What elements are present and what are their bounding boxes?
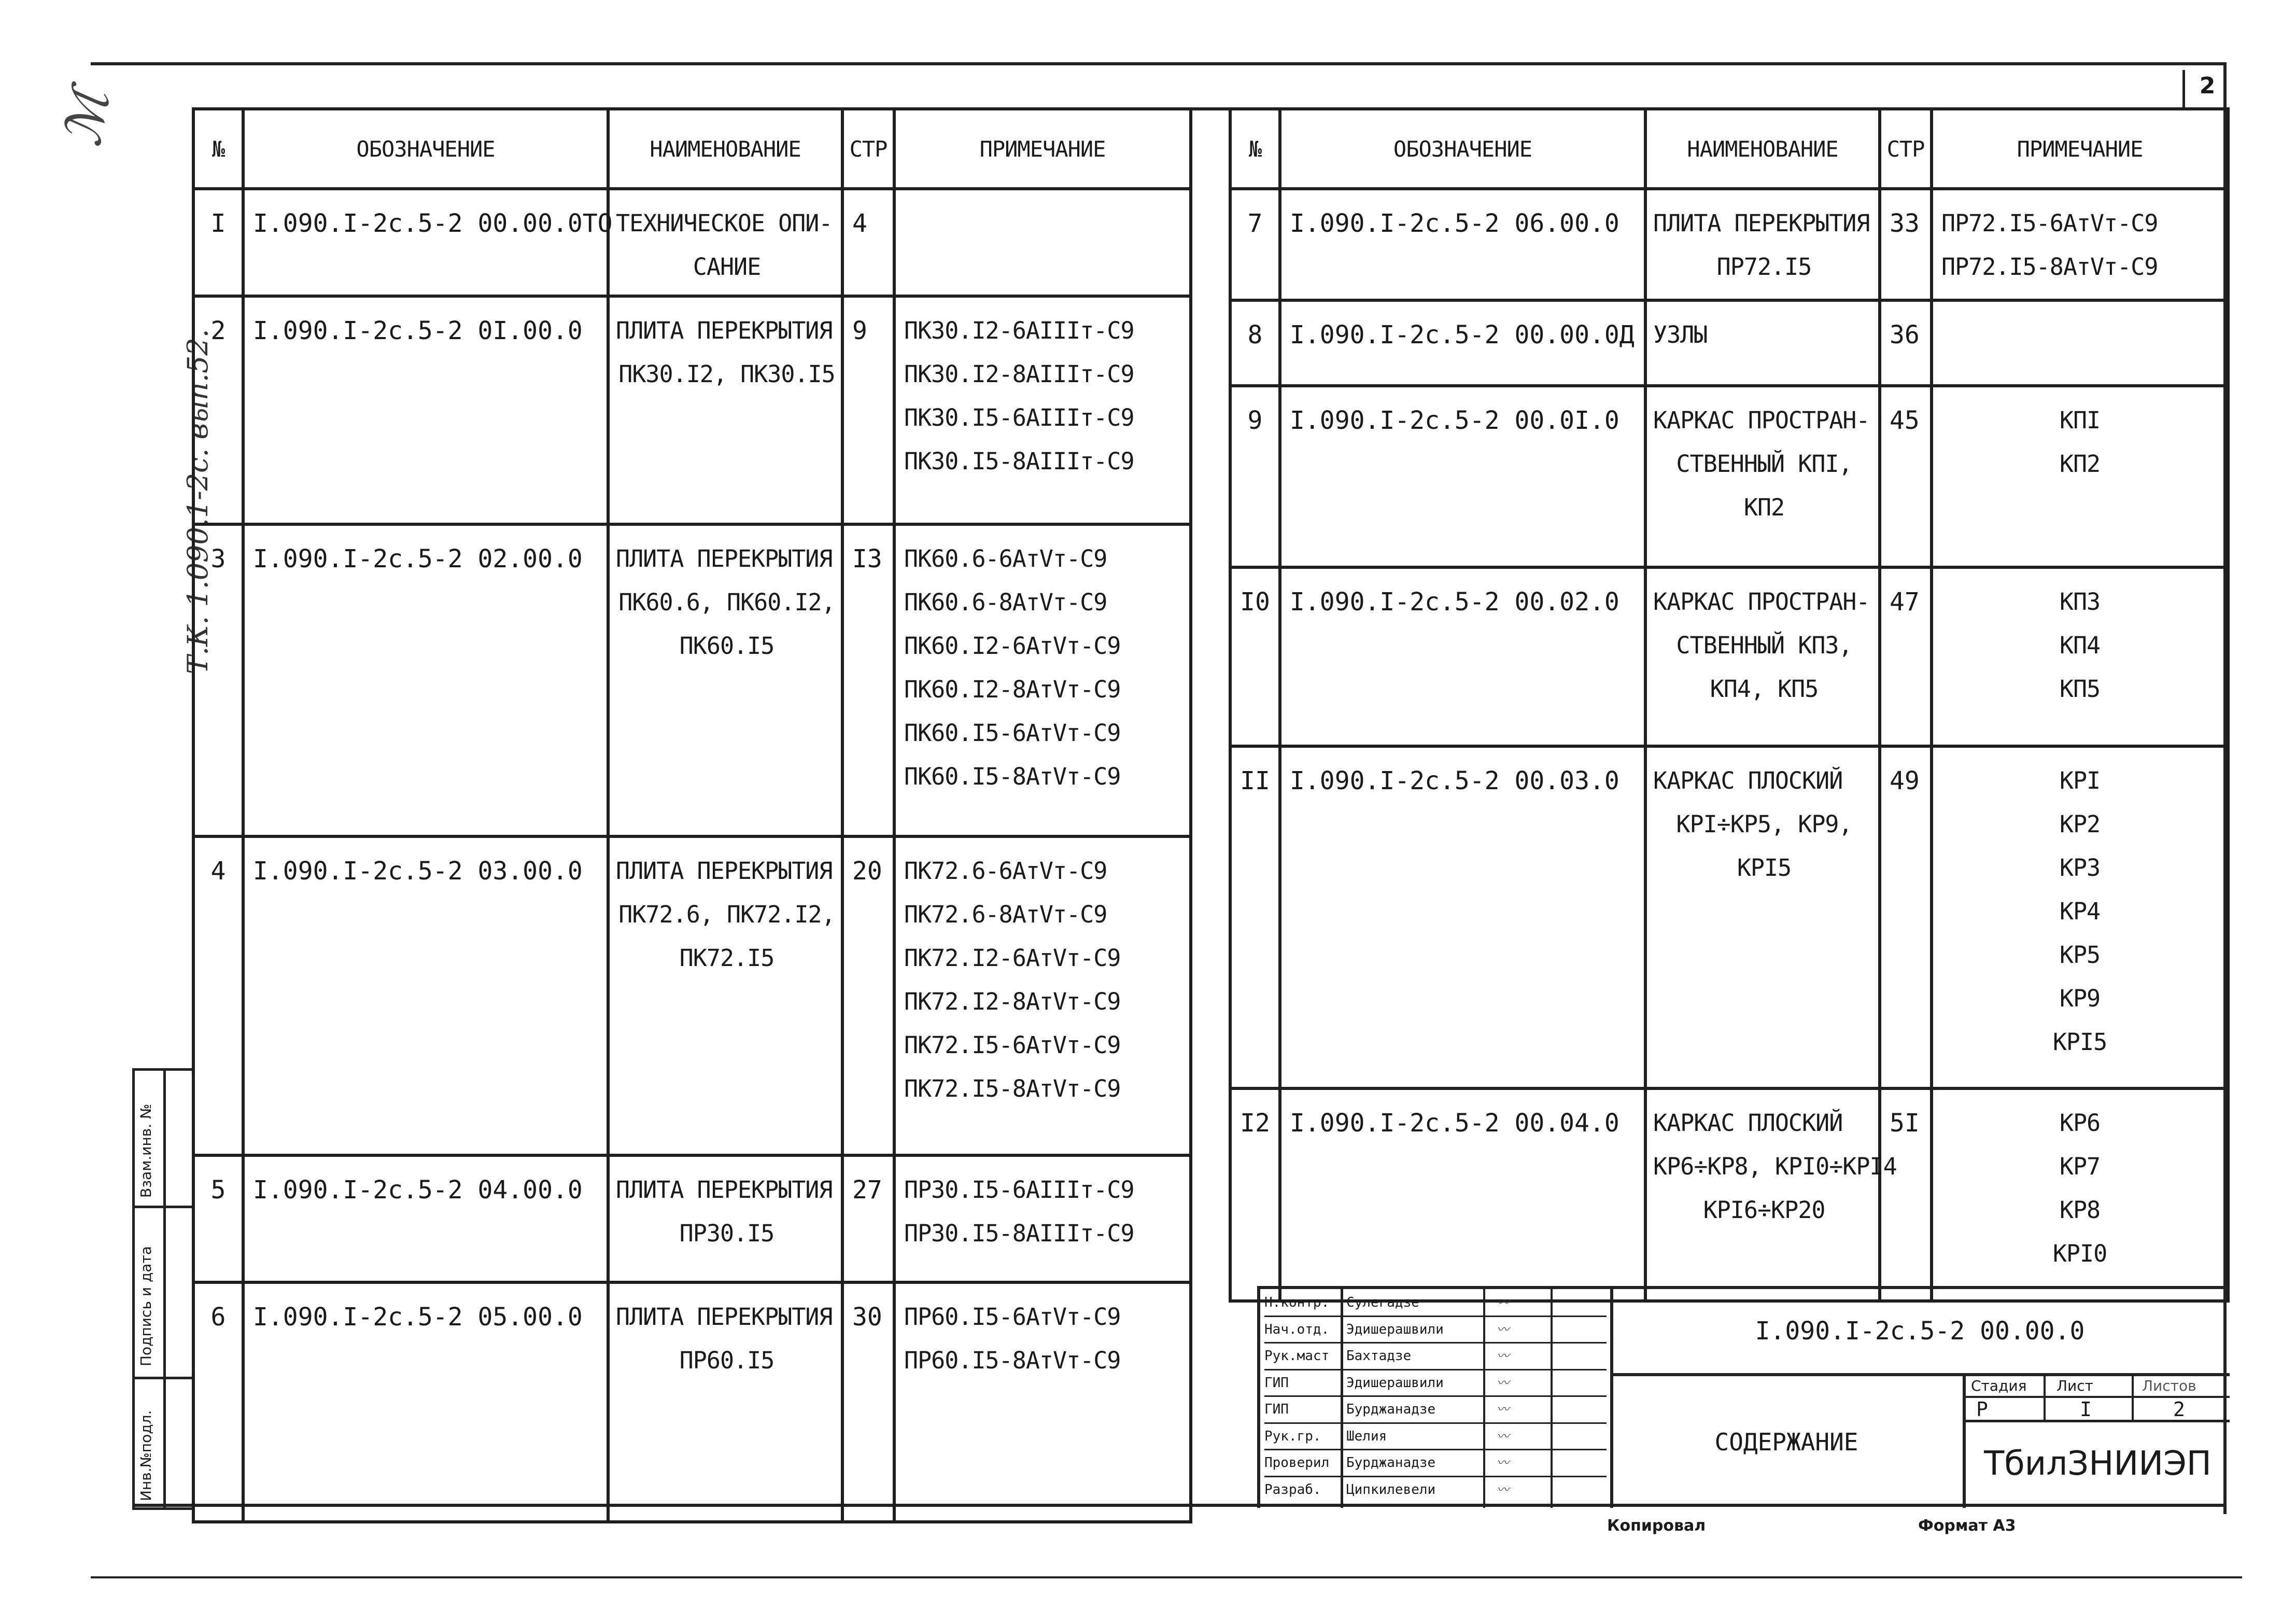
row-name bbox=[1647, 387, 1878, 529]
row-page: 36 bbox=[1890, 320, 1920, 349]
row-name-line: ПК60.I5 bbox=[679, 632, 774, 660]
row-designation: I.090.I-2с.5-2 05.00.0 bbox=[253, 1303, 583, 1332]
row-note-line: ПК72.I2-6АтVт-С9 bbox=[904, 944, 1121, 972]
table-row bbox=[193, 1155, 1191, 1282]
row-name-line: ПК72.6, ПК72.I2, bbox=[618, 901, 835, 928]
row-note-line: КРI0 bbox=[2052, 1240, 2107, 1267]
row-number: I bbox=[210, 209, 226, 238]
row-notes bbox=[1933, 748, 2227, 1064]
row-name-line: УЗЛЫ bbox=[1653, 321, 1708, 348]
row-page: 45 bbox=[1890, 406, 1920, 435]
handwritten-signature: 〰 bbox=[1497, 1456, 1509, 1470]
row-designation: I.090.I-2с.5-2 02.00.0 bbox=[253, 544, 583, 573]
sheets-label: Листов bbox=[2142, 1377, 2196, 1394]
row-note-line: ПК72.6-6АтVт-С9 bbox=[904, 857, 1107, 885]
row-note-line: ПК60.I5-8АтVт-С9 bbox=[904, 763, 1121, 790]
row-name bbox=[610, 1284, 841, 1382]
row-name-line: ПК72.I5 bbox=[679, 944, 774, 972]
row-notes bbox=[1933, 302, 2227, 313]
header-num: № bbox=[193, 109, 243, 189]
role-label: Рук.гр. bbox=[1264, 1428, 1321, 1444]
row-notes bbox=[896, 190, 1189, 202]
row-name-line: ПР72.I5 bbox=[1716, 253, 1812, 281]
row-notes bbox=[896, 298, 1189, 483]
table-row bbox=[1230, 746, 2228, 1088]
row-page: 30 bbox=[852, 1303, 882, 1332]
row-name-line: ПЛИТА ПЕРЕКРЫТИЯ bbox=[616, 857, 833, 885]
row-note-line: ПК60.6-6АтVт-С9 bbox=[904, 545, 1107, 572]
row-number: 4 bbox=[210, 857, 226, 886]
header-designation-right: ОБОЗНАЧЕНИЕ bbox=[1280, 109, 1645, 189]
row-note-line: КР2 bbox=[2059, 810, 2101, 838]
role-label: Рук.маст bbox=[1264, 1348, 1330, 1364]
footer-copied: Копировал bbox=[1607, 1517, 1706, 1535]
row-designation: I.090.I-2с.5-2 00.03.0 bbox=[1290, 766, 1619, 795]
row-name-line: ПЛИТА ПЕРЕКРЫТИЯ bbox=[616, 1303, 833, 1331]
handwritten-signature: 〰 bbox=[1497, 1322, 1509, 1337]
row-page: 27 bbox=[852, 1176, 882, 1205]
row-name-line: КРI÷КР5, КР9, bbox=[1676, 810, 1852, 838]
row-page: 5I bbox=[1890, 1109, 1920, 1138]
header-note: ПРИМЕЧАНИЕ bbox=[894, 109, 1191, 189]
row-number: 2 bbox=[210, 316, 226, 345]
frame-bottom-outer bbox=[91, 1576, 2242, 1578]
handwritten-signature: 〰 bbox=[1497, 1375, 1509, 1390]
row-number: 7 bbox=[1247, 209, 1263, 238]
table-row bbox=[1230, 386, 2228, 567]
row-note-line: КП5 bbox=[2059, 675, 2101, 703]
title-block bbox=[1257, 1286, 2230, 1508]
row-note-line: КР8 bbox=[2059, 1196, 2101, 1224]
row-note-line: ПК60.6-8АтVт-С9 bbox=[904, 589, 1107, 616]
role-person: Бурджанадзе bbox=[1346, 1402, 1436, 1417]
row-name bbox=[1647, 1090, 1897, 1232]
role-person: Бурджанадзе bbox=[1346, 1455, 1436, 1471]
row-page: 4 bbox=[852, 209, 867, 238]
stage-label: Стадия bbox=[1971, 1377, 2027, 1394]
table-row bbox=[1230, 567, 2228, 746]
row-designation: I.090.I-2с.5-2 04.00.0 bbox=[253, 1176, 583, 1205]
frame-top bbox=[91, 62, 2227, 65]
row-number: 5 bbox=[210, 1176, 226, 1205]
row-note-line: КП3 bbox=[2059, 588, 2101, 615]
role-person: Ципкилевели bbox=[1346, 1481, 1436, 1498]
signature-mark: ℳ bbox=[52, 85, 121, 151]
row-designation: I.090.I-2с.5-2 00.04.0 bbox=[1290, 1109, 1619, 1138]
row-notes bbox=[1933, 387, 2227, 486]
handwritten-signature: 〰 bbox=[1497, 1349, 1509, 1363]
table-row bbox=[193, 836, 1191, 1155]
role-person: Бахтадзе bbox=[1346, 1348, 1412, 1364]
row-designation: I.090.I-2с.5-2 06.00.0 bbox=[1290, 209, 1619, 238]
role-label: ГИП bbox=[1264, 1375, 1289, 1391]
row-notes bbox=[896, 1157, 1189, 1255]
row-number: I0 bbox=[1240, 587, 1270, 617]
row-name-line: ПР30.I5 bbox=[679, 1220, 774, 1247]
row-name bbox=[610, 298, 841, 396]
row-note-line: КР5 bbox=[2059, 941, 2101, 969]
row-note-line: КРI5 bbox=[2052, 1028, 2107, 1056]
row-name bbox=[1647, 190, 1878, 289]
sheet-label: Лист bbox=[2056, 1377, 2093, 1394]
stage-table bbox=[1966, 1376, 2230, 1422]
document-title: СОДЕРЖАНИЕ bbox=[1610, 1376, 1966, 1508]
row-name-line: САНИЕ bbox=[693, 253, 761, 281]
title-block-role-row bbox=[1264, 1424, 1607, 1451]
row-note-line: ПК30.I2-8АIIIт-С9 bbox=[904, 360, 1134, 388]
header-designation: ОБОЗНАЧЕНИЕ bbox=[243, 109, 608, 189]
row-note-line: ПК72.I2-8АтVт-С9 bbox=[904, 988, 1121, 1015]
row-note-line: ПК30.I2-6АIIIт-С9 bbox=[904, 317, 1134, 344]
row-name-line: СТВЕННЫЙ КП3, bbox=[1676, 632, 1852, 659]
header-note-right: ПРИМЕЧАНИЕ bbox=[1932, 109, 2228, 189]
title-block-role-row bbox=[1264, 1344, 1607, 1370]
role-person: Эдишерашвили bbox=[1346, 1321, 1444, 1337]
header-page: СТР bbox=[842, 109, 894, 189]
row-name-line: ПЛИТА ПЕРЕКРЫТИЯ bbox=[616, 545, 833, 572]
side-stamp-table bbox=[132, 1068, 194, 1510]
row-designation: I.090.I-2с.5-2 00.02.0 bbox=[1290, 587, 1619, 617]
row-number: 9 bbox=[1247, 406, 1263, 435]
row-name-line: КП2 bbox=[1743, 494, 1785, 521]
title-block-role-row bbox=[1264, 1317, 1607, 1344]
sheet-value: I bbox=[2080, 1398, 2092, 1421]
header-name-right: НАИМЕНОВАНИЕ bbox=[1645, 109, 1880, 189]
row-note-line: КРI bbox=[2059, 767, 2101, 794]
row-designation: I.090.I-2с.5-2 00.0I.0 bbox=[1290, 406, 1619, 435]
row-name-line: ПК30.I2, ПК30.I5 bbox=[618, 360, 835, 388]
row-name-line: КР6÷КР8, КРI0÷КРI4 bbox=[1653, 1153, 1897, 1180]
table-row bbox=[193, 1282, 1191, 1522]
row-note-line: КР6 bbox=[2059, 1109, 2101, 1137]
doc-code: I.090.I-2с.5-2 00.00.0 bbox=[1610, 1289, 2230, 1376]
side-col-inv: Инв.№подл. bbox=[137, 1410, 154, 1501]
row-number: 8 bbox=[1247, 320, 1263, 349]
title-block-role-row bbox=[1264, 1370, 1607, 1397]
row-note-line: КПI bbox=[2059, 407, 2101, 434]
header-num-right: № bbox=[1230, 109, 1280, 189]
row-name-line: КАРКАС ПЛОСКИЙ bbox=[1653, 767, 1843, 794]
sheets-value: 2 bbox=[2173, 1398, 2185, 1421]
row-note-line: ПР72.I5-6АтVт-С9 bbox=[1941, 209, 2158, 237]
title-block-roles bbox=[1260, 1289, 1613, 1508]
row-name-line: ПЛИТА ПЕРЕКРЫТИЯ bbox=[616, 1176, 833, 1204]
row-page: 20 bbox=[852, 857, 882, 886]
row-name-line: СТВЕННЫЙ КПI, bbox=[1676, 450, 1852, 478]
row-name bbox=[1647, 748, 1878, 890]
row-note-line: КР7 bbox=[2059, 1153, 2101, 1180]
title-block-role-row bbox=[1264, 1450, 1607, 1477]
row-note-line: ПР30.I5-6АIIIт-С9 bbox=[904, 1176, 1134, 1204]
row-number: 3 bbox=[210, 544, 226, 573]
row-name-line: ПЛИТА ПЕРЕКРЫТИЯ bbox=[616, 317, 833, 344]
row-name bbox=[1647, 569, 1878, 711]
row-notes bbox=[896, 838, 1189, 1111]
row-note-line: ПК72.I5-6АтVт-С9 bbox=[904, 1031, 1121, 1059]
header-page-right: СТР bbox=[1880, 109, 1932, 189]
row-note-line: ПР30.I5-8АIIIт-С9 bbox=[904, 1220, 1134, 1247]
contents-table-left bbox=[192, 107, 1192, 1523]
row-name-line: КП4, КП5 bbox=[1710, 675, 1819, 703]
row-note-line: ПР72.I5-8АтVт-С9 bbox=[1941, 253, 2158, 281]
organization: ТбилЗНИИЭП bbox=[1984, 1445, 2212, 1483]
row-page: 47 bbox=[1890, 587, 1920, 617]
table-row bbox=[193, 524, 1191, 836]
row-note-line: КП2 bbox=[2059, 450, 2101, 478]
header-name: НАИМЕНОВАНИЕ bbox=[608, 109, 842, 189]
row-page: 33 bbox=[1890, 209, 1920, 238]
row-name-line: ТЕХНИЧЕСКОЕ ОПИ- bbox=[616, 209, 833, 237]
row-name bbox=[1647, 302, 1878, 357]
title-block-role-row bbox=[1264, 1477, 1607, 1503]
role-label: Разраб. bbox=[1264, 1481, 1321, 1498]
handwritten-signature: 〰 bbox=[1497, 1482, 1509, 1497]
row-name-line: ПК60.6, ПК60.I2, bbox=[618, 589, 835, 616]
row-name bbox=[610, 526, 841, 668]
handwritten-signature: 〰 bbox=[1497, 1295, 1509, 1310]
role-person: Сулегадзе bbox=[1346, 1295, 1419, 1310]
title-block-role-row bbox=[1264, 1290, 1607, 1317]
row-note-line: ПР60.I5-8АтVт-С9 bbox=[904, 1347, 1121, 1374]
role-label: Проверил bbox=[1264, 1455, 1330, 1471]
role-label: ГИП bbox=[1264, 1402, 1289, 1417]
row-name-line: КАРКАС ПРОСТРАН- bbox=[1653, 407, 1870, 434]
table-row bbox=[193, 296, 1191, 524]
row-note-line: КР9 bbox=[2059, 985, 2101, 1012]
handwritten-signature: 〰 bbox=[1497, 1429, 1509, 1444]
page-number: 2 bbox=[2199, 73, 2216, 99]
row-note-line: ПК72.I5-8АтVт-С9 bbox=[904, 1075, 1121, 1102]
row-number: 6 bbox=[210, 1303, 226, 1332]
row-number: I2 bbox=[1240, 1109, 1270, 1138]
side-col-replace: Взам.инв. № bbox=[137, 1103, 154, 1198]
footer-format: Формат А3 bbox=[1918, 1517, 2016, 1535]
table-row bbox=[1230, 300, 2228, 386]
row-page: 49 bbox=[1890, 766, 1920, 795]
table-row bbox=[193, 189, 1191, 296]
row-page: I3 bbox=[852, 544, 882, 573]
table-row bbox=[1230, 189, 2228, 300]
row-notes bbox=[896, 1284, 1189, 1382]
row-page: 9 bbox=[852, 316, 867, 345]
row-notes bbox=[896, 526, 1189, 799]
row-designation: I.090.I-2с.5-2 0I.00.0 bbox=[253, 316, 583, 345]
row-note-line: ПК60.I5-6АтVт-С9 bbox=[904, 719, 1121, 747]
row-name-line: КАРКАС ПРОСТРАН- bbox=[1653, 588, 1870, 615]
table-row bbox=[1230, 1088, 2228, 1301]
role-label: Нач.отд. bbox=[1264, 1321, 1330, 1337]
handwritten-signature: 〰 bbox=[1497, 1402, 1509, 1417]
row-name-line: КРI5 bbox=[1737, 854, 1792, 882]
row-name bbox=[610, 838, 841, 980]
row-name-line: КАРКАС ПЛОСКИЙ bbox=[1653, 1109, 1843, 1137]
title-block-role-row bbox=[1264, 1397, 1607, 1424]
row-designation: I.090.I-2с.5-2 00.00.0ТО bbox=[253, 209, 613, 238]
role-person: Эдишерашвили bbox=[1346, 1375, 1444, 1391]
row-notes bbox=[1933, 1090, 2227, 1276]
row-note-line: КР3 bbox=[2059, 854, 2101, 882]
row-note-line: КП4 bbox=[2059, 632, 2101, 659]
row-note-line: ПР60.I5-6АтVт-С9 bbox=[904, 1303, 1121, 1331]
row-notes bbox=[1933, 190, 2227, 289]
row-name bbox=[610, 190, 841, 289]
role-person: Шелия bbox=[1346, 1428, 1387, 1444]
contents-table-right bbox=[1229, 107, 2230, 1303]
row-notes bbox=[1933, 569, 2227, 711]
row-note-line: КР4 bbox=[2059, 898, 2101, 925]
row-name-line: КРI6÷КР20 bbox=[1703, 1196, 1825, 1224]
row-name-line: ПР60.I5 bbox=[679, 1347, 774, 1374]
row-name-line: ПЛИТА ПЕРЕКРЫТИЯ bbox=[1653, 209, 1870, 237]
stage-value: Р bbox=[1976, 1398, 1988, 1421]
role-label: Н.контр. bbox=[1264, 1295, 1330, 1310]
row-designation: I.090.I-2с.5-2 00.00.0Д bbox=[1290, 320, 1635, 349]
row-name bbox=[610, 1157, 841, 1255]
row-designation: I.090.I-2с.5-2 03.00.0 bbox=[253, 857, 583, 886]
row-note-line: ПК72.6-8АтVт-С9 bbox=[904, 901, 1107, 928]
row-number: II bbox=[1240, 766, 1270, 795]
row-note-line: ПК60.I2-6АтVт-С9 bbox=[904, 632, 1121, 660]
row-note-line: ПК30.I5-8АIIIт-С9 bbox=[904, 447, 1134, 475]
row-note-line: ПК60.I2-8АтVт-С9 bbox=[904, 676, 1121, 703]
side-note: Т.К. 1.090.1-2с. вып.52. bbox=[181, 329, 214, 674]
row-note-line: ПК30.I5-6АIIIт-С9 bbox=[904, 404, 1134, 431]
side-col-sign: Подпись и дата bbox=[137, 1246, 154, 1366]
